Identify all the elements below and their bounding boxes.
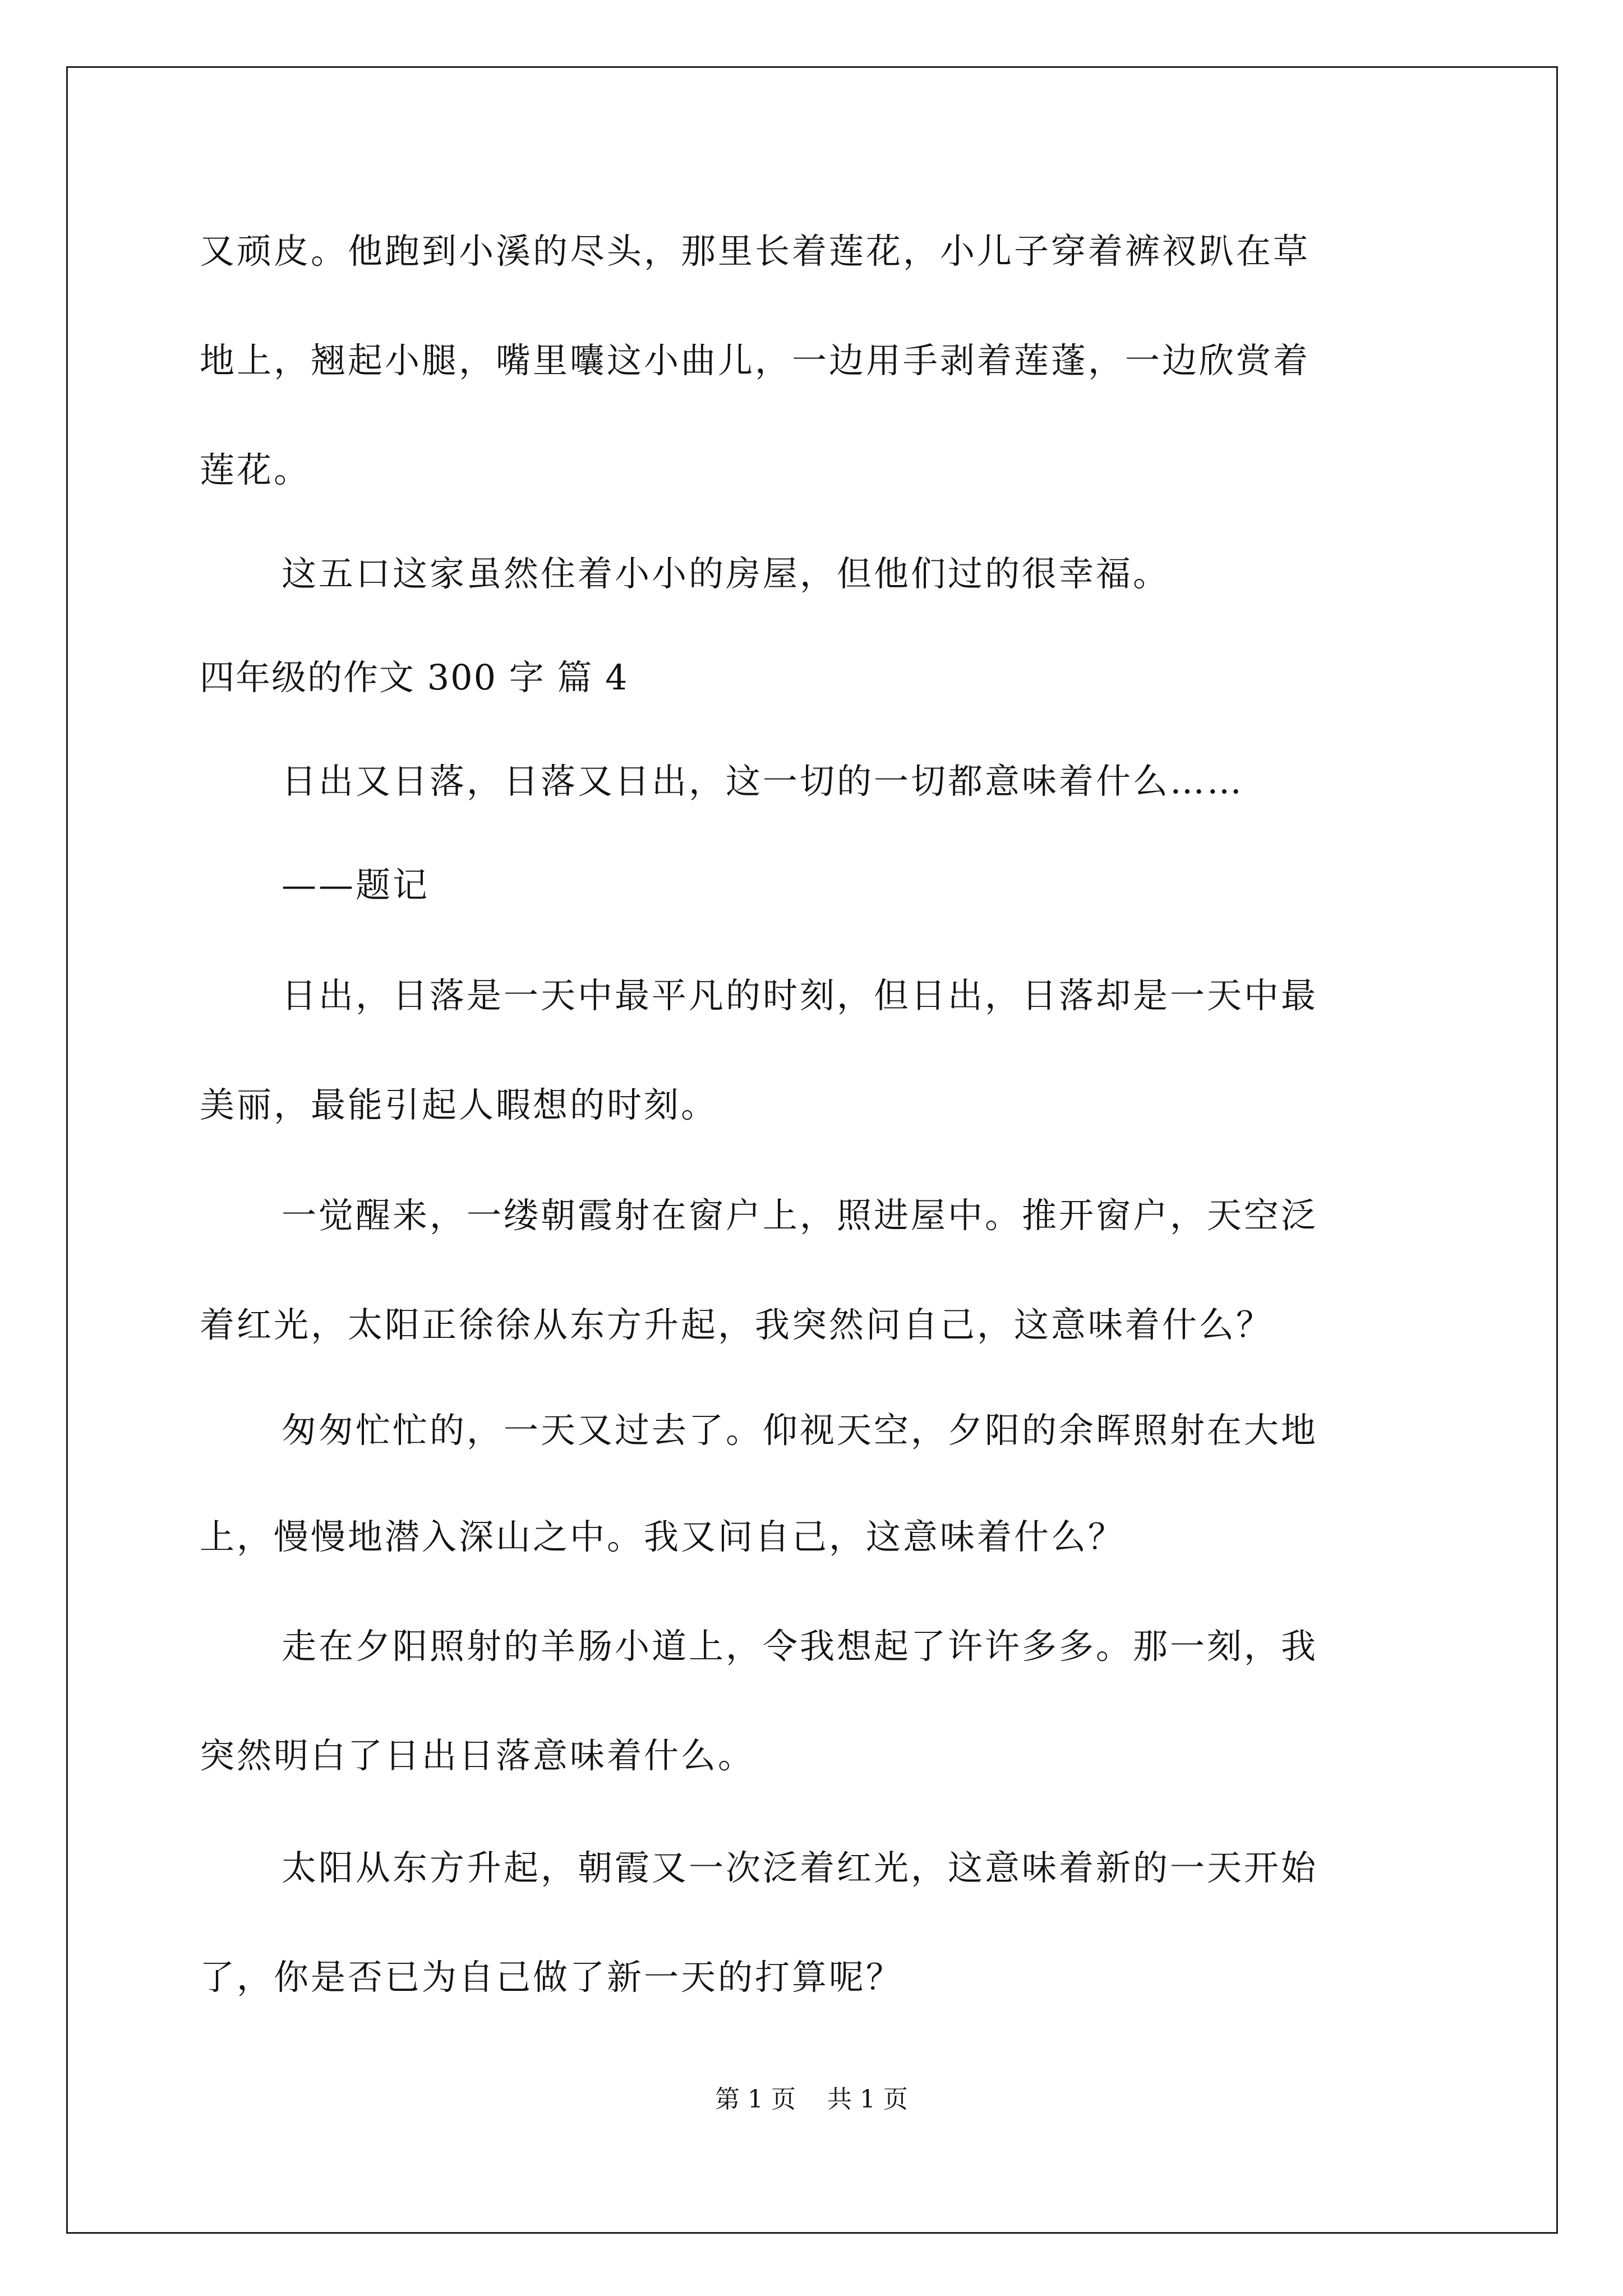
page-number-footer: 第 1 页 共 1 页 [715,2085,908,2114]
paragraph-line: 美丽，最能引起人暇想的时刻。 [200,1084,718,1125]
paragraph-line: 又顽皮。他跑到小溪的尽头，那里长着莲花，小儿子穿着裤衩趴在草 [200,231,1311,272]
paragraph-line: 了，你是否已为自己做了新一天的打算呢？ [200,1957,903,1998]
paragraph-line: 太阳从东方升起，朝霞又一次泛着红光，这意味着新的一天开始 [282,1847,1318,1888]
paragraph-line: 上，慢慢地潜入深山之中。我又问自己，这意味着什么？ [200,1516,1126,1557]
paragraph-line: 日出，日落是一天中最平凡的时刻，但日出，日落却是一天中最 [282,975,1318,1016]
paragraph-line: 走在夕阳照射的羊肠小道上，令我想起了许许多多。那一刻，我 [282,1626,1318,1667]
paragraph-line: 这五口这家虽然住着小小的房屋，但他们过的很幸福。 [282,553,1170,594]
paragraph-line: 一觉醒来，一缕朝霞射在窗户上，照进屋中。推开窗户，天空泛 [282,1195,1318,1236]
paragraph-line: 着红光，太阳正徐徐从东方升起，我突然问自己，这意味着什么？ [200,1304,1274,1345]
paragraph-line: 匆匆忙忙的，一天又过去了。仰视天空，夕阳的余晖照射在大地 [282,1410,1318,1451]
paragraph-line: 莲花。 [200,449,311,490]
paragraph-line: 地上，翘起小腿，嘴里囔这小曲儿，一边用手剥着莲蓬，一边欣赏着 [200,340,1311,381]
epigraph-attribution: ——题记 [282,864,430,905]
paragraph-line: 突然明白了日出日落意味着什么。 [200,1735,755,1776]
section-heading: 四年级的作文 300 字 篇 4 [200,657,629,698]
page-border [66,66,1558,2234]
paragraph-line: 日出又日落，日落又日出，这一切的一切都意味着什么…… [282,761,1244,802]
